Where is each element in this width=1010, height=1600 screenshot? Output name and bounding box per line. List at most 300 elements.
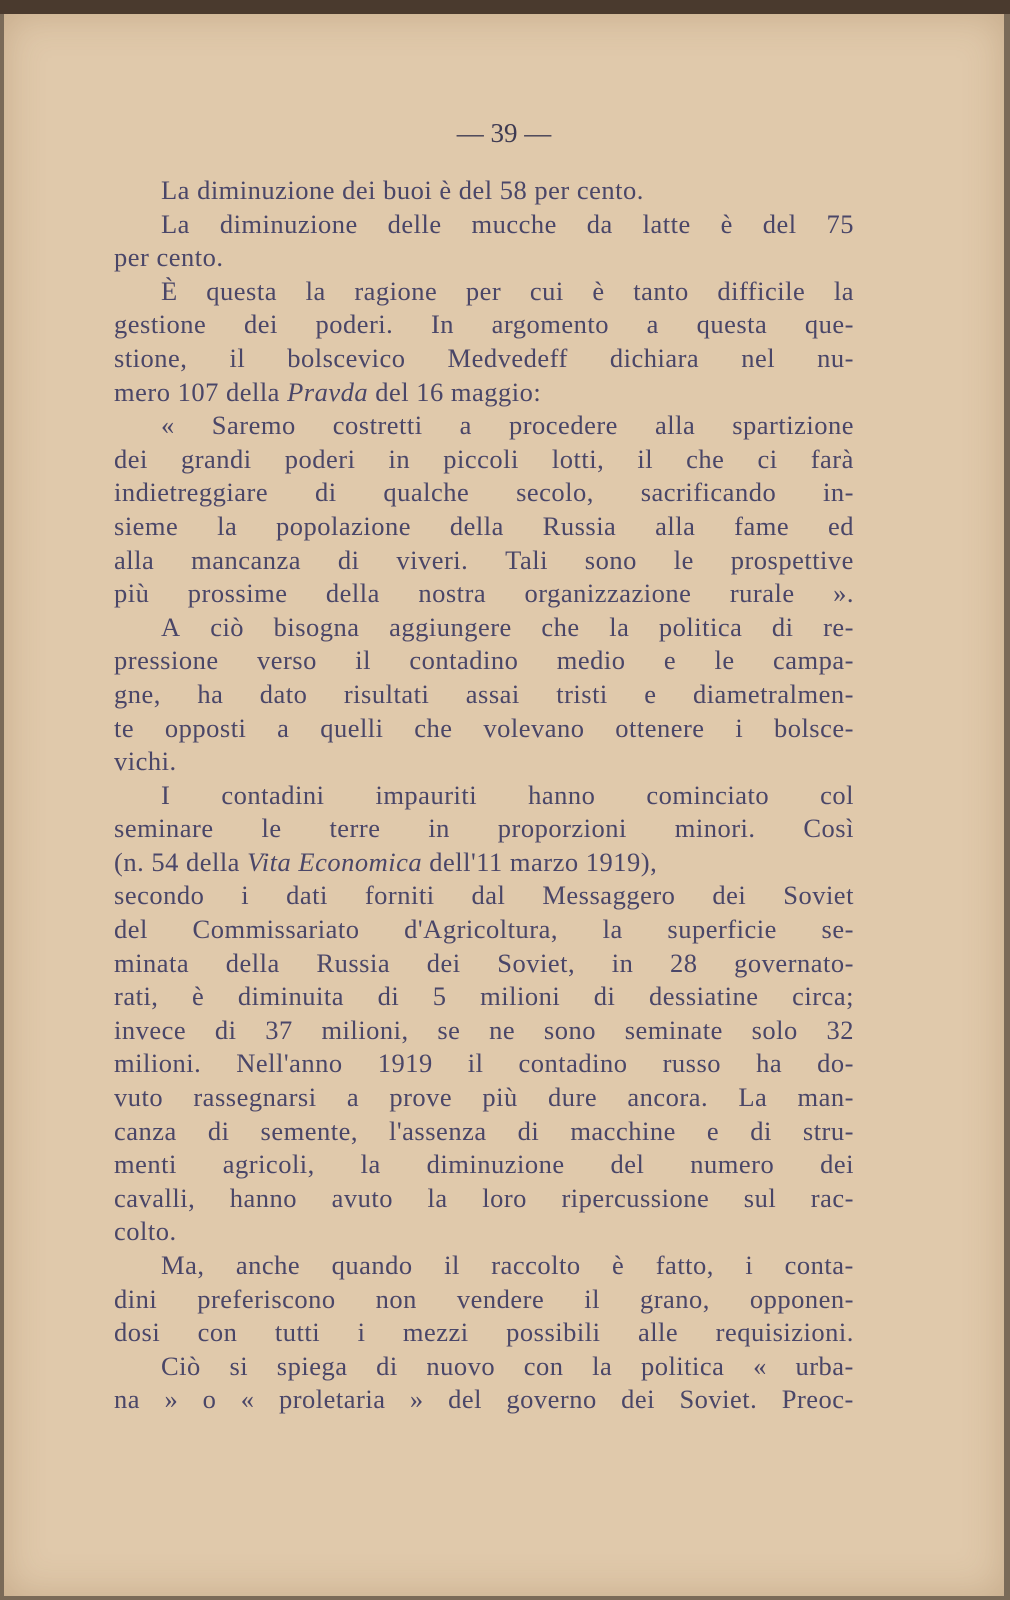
word: loro	[482, 1182, 527, 1213]
word: dei	[114, 443, 148, 474]
word: governato-	[734, 947, 854, 978]
word: bolscevico	[287, 342, 406, 373]
word: seminate	[624, 1014, 723, 1045]
word: terre	[329, 813, 381, 844]
word: dichiara	[609, 342, 700, 373]
word: ci	[757, 443, 778, 474]
word: stione,	[114, 342, 188, 373]
text-line	[114, 879, 854, 913]
word: do-	[817, 1048, 854, 1079]
word: del	[448, 1384, 482, 1415]
word: le	[714, 645, 735, 676]
text-line	[114, 1283, 854, 1317]
word: di	[207, 1115, 230, 1146]
word: tanto	[633, 275, 689, 306]
word: argomento	[491, 309, 610, 340]
word: dei	[621, 1384, 656, 1415]
word: ancora.	[627, 1082, 709, 1113]
word: ragione	[354, 275, 438, 306]
word: la	[217, 510, 238, 541]
word: l'assenza	[389, 1115, 487, 1146]
word: la	[427, 1182, 448, 1213]
word: diminuzione	[426, 1149, 565, 1180]
word: alle	[637, 1317, 679, 1348]
word: In	[430, 309, 455, 340]
word: macchine	[570, 1115, 676, 1146]
word: seminare	[114, 813, 214, 844]
word: popolazione	[276, 510, 412, 541]
word: proletaria	[278, 1384, 386, 1415]
word: rurale	[729, 578, 795, 609]
word: ne	[489, 1014, 516, 1045]
word: la	[602, 914, 623, 945]
word: in-	[823, 477, 854, 508]
word: a	[459, 410, 472, 441]
word: Nell'anno	[236, 1048, 343, 1079]
word: 5	[432, 981, 447, 1012]
word: avuto	[331, 1182, 393, 1213]
word: il	[584, 1283, 600, 1314]
italic-title: Vita Economica	[247, 846, 423, 877]
word: canza	[114, 1115, 177, 1146]
word: delle	[387, 208, 442, 239]
word: in	[428, 813, 450, 844]
word: gestione	[114, 309, 207, 340]
word: hanno	[528, 779, 596, 810]
text-line	[114, 409, 854, 443]
word: piccoli	[443, 443, 519, 474]
word: in	[388, 443, 411, 474]
book-page	[4, 14, 1004, 1596]
word: ed	[827, 510, 854, 541]
text-line	[114, 443, 854, 477]
word: Soviet.	[679, 1384, 758, 1415]
text-line	[114, 544, 854, 578]
word: volevano	[483, 712, 585, 743]
word: vendere	[456, 1283, 545, 1314]
word: tutti	[274, 1317, 321, 1348]
word: dure	[548, 1082, 598, 1113]
word: il	[637, 443, 654, 474]
word: bisogna	[273, 611, 360, 642]
word: governo	[506, 1384, 597, 1415]
word: «	[753, 1350, 767, 1381]
text-line	[114, 577, 854, 611]
word: mezzi	[402, 1317, 469, 1348]
text-line	[114, 779, 854, 813]
text-line	[114, 510, 854, 544]
word: poderi	[284, 443, 356, 474]
word: del	[610, 1149, 645, 1180]
word: secondo	[114, 880, 205, 911]
word: del	[114, 914, 148, 945]
word: sacrificando	[640, 477, 777, 508]
text-line	[114, 846, 854, 880]
text-line	[114, 1182, 854, 1216]
word: ha	[197, 678, 224, 709]
word: difficile	[717, 275, 806, 306]
word: agricoli,	[222, 1149, 315, 1180]
word: per	[465, 275, 502, 306]
word: politica	[640, 1350, 725, 1381]
word: Saremo	[211, 410, 296, 441]
word: A	[161, 611, 181, 642]
word: »	[409, 1384, 424, 1415]
word: non	[375, 1283, 417, 1314]
word: La	[161, 208, 190, 239]
word: sul	[743, 1182, 777, 1213]
text-line	[114, 712, 854, 746]
word: sieme	[114, 510, 179, 541]
text-line: La diminuzione dei buoi è del 58 per cento.	[161, 175, 644, 205]
text-line	[114, 376, 854, 410]
word: stru-	[802, 1115, 854, 1146]
text-line	[114, 1350, 854, 1384]
word: con	[197, 1317, 238, 1348]
word: la	[305, 275, 326, 306]
text-line	[114, 1316, 854, 1350]
word: Tali	[505, 544, 548, 575]
word: mucche	[471, 208, 557, 239]
word: di	[750, 1115, 772, 1146]
word: qualche	[383, 477, 470, 508]
word: »	[164, 1384, 179, 1415]
word: che	[541, 611, 580, 642]
word: politica	[658, 611, 743, 642]
word: contadino	[518, 1048, 628, 1079]
text-line	[114, 342, 854, 376]
word: quelli	[320, 712, 384, 743]
word: mancanza	[191, 544, 302, 575]
book-top-edge	[0, 0, 1010, 14]
word: minori.	[674, 813, 756, 844]
word: la	[360, 1149, 381, 1180]
word: superficie	[667, 914, 777, 945]
word: da	[586, 208, 613, 239]
word: vuto	[114, 1082, 164, 1113]
text-line	[114, 1115, 854, 1149]
text-segment: dell'11 marzo 1919),	[422, 846, 658, 877]
word: dei	[820, 1149, 854, 1180]
word: a	[346, 1082, 360, 1113]
word: d'Agricoltura,	[404, 914, 558, 945]
word: si	[229, 1350, 249, 1381]
word: preferiscono	[197, 1283, 336, 1314]
word: rati,	[114, 981, 159, 1012]
word: quando	[331, 1250, 413, 1280]
word: secolo,	[516, 477, 594, 508]
word: gne,	[114, 678, 161, 709]
word: la	[833, 275, 854, 306]
word: dei	[712, 880, 747, 911]
body-text	[114, 174, 854, 1417]
word: minata	[114, 947, 190, 978]
word: requisizioni.	[715, 1317, 854, 1348]
word: «	[161, 410, 175, 441]
italic-title: Pravda	[287, 376, 369, 407]
word: o	[202, 1384, 217, 1415]
word: che	[414, 712, 453, 743]
word: rac-	[810, 1182, 854, 1213]
word: più	[114, 578, 150, 609]
word: man-	[797, 1082, 854, 1113]
word: impauriti	[375, 779, 478, 810]
word: questa	[206, 275, 277, 306]
word: alla	[654, 410, 696, 441]
word: re-	[823, 611, 854, 642]
word: indietreggiare	[114, 477, 269, 508]
word: questa	[696, 309, 768, 340]
word: verso	[256, 645, 317, 676]
word: Preoc-	[781, 1384, 854, 1415]
word: procedere	[508, 410, 618, 441]
word: di	[593, 981, 616, 1012]
word: aggiungere	[389, 611, 512, 642]
word: il	[444, 1250, 460, 1280]
word: di	[377, 981, 400, 1012]
word: poderi.	[315, 309, 394, 340]
word: spiega	[276, 1350, 348, 1381]
word: i	[357, 1317, 366, 1348]
word: latte	[642, 208, 691, 239]
word: que-	[804, 309, 854, 340]
word: è	[720, 208, 733, 239]
word: Ciò	[161, 1350, 201, 1381]
word: viveri.	[396, 544, 469, 575]
word: di	[337, 544, 360, 575]
word: numero	[690, 1149, 775, 1180]
word: il	[229, 342, 246, 373]
word: diminuzione	[219, 208, 358, 239]
word: ».	[833, 578, 854, 609]
text-segment: del 16 maggio:	[368, 376, 542, 407]
word: grano,	[639, 1283, 710, 1314]
word: dato	[259, 678, 308, 709]
word: è	[612, 1250, 625, 1280]
word: assai	[465, 678, 520, 709]
word: na	[114, 1384, 141, 1415]
word: e	[663, 645, 677, 676]
text-line	[114, 1383, 854, 1417]
word: I	[161, 779, 171, 810]
word: della	[325, 578, 380, 609]
word: Commissariato	[192, 914, 360, 945]
word: «	[240, 1384, 255, 1415]
word: alla	[655, 510, 696, 541]
text-line	[114, 208, 854, 242]
text-line	[114, 1081, 854, 1115]
word: lotti,	[551, 443, 605, 474]
word: contadini	[221, 779, 325, 810]
text-line	[114, 644, 854, 678]
text-segment: (n. 54 della	[114, 846, 248, 877]
word: se	[437, 1014, 461, 1045]
word: farà	[810, 443, 854, 474]
text-line: vichi.	[114, 746, 177, 777]
text-segment: mero 107 della	[114, 376, 288, 407]
text-line	[114, 947, 854, 981]
word: sono	[584, 544, 637, 575]
word: di	[376, 1350, 398, 1381]
word: raccolto	[491, 1250, 581, 1280]
word: di	[517, 1115, 540, 1146]
word: Russia	[542, 510, 617, 541]
word: il	[355, 645, 371, 676]
word: se-	[821, 914, 854, 945]
word: menti	[114, 1149, 177, 1180]
word: dessiatine	[649, 981, 759, 1012]
word: dei	[426, 947, 461, 978]
word: 75	[826, 208, 854, 239]
word: medio	[556, 645, 626, 676]
word: Messaggero	[542, 880, 676, 911]
word: opposti	[164, 712, 247, 743]
text-line	[114, 1249, 854, 1283]
word: la	[609, 611, 630, 642]
word: te	[114, 712, 135, 743]
word: le	[261, 813, 282, 844]
word: 37	[265, 1014, 293, 1045]
word: Così	[803, 813, 854, 844]
word: sono	[543, 1014, 596, 1045]
word: prossime	[187, 578, 288, 609]
text-line	[114, 980, 854, 1014]
word: dal	[471, 880, 506, 911]
word: a	[646, 309, 659, 340]
word: dei	[243, 309, 278, 340]
word: Soviet	[783, 880, 854, 911]
word: del	[762, 208, 797, 239]
word: la	[592, 1350, 613, 1381]
word: cominciato	[646, 779, 770, 810]
word: costretti	[332, 410, 423, 441]
word: i	[735, 712, 744, 743]
word: possibili	[506, 1317, 601, 1348]
text-line	[114, 678, 854, 712]
word: di	[771, 611, 794, 642]
word: Medvedeff	[447, 342, 568, 373]
word: di	[314, 477, 337, 508]
word: anche	[235, 1250, 301, 1280]
word: dati	[286, 880, 328, 911]
text-line	[114, 476, 854, 510]
word: dini	[114, 1283, 158, 1314]
word: il	[467, 1048, 484, 1079]
word: dosi	[114, 1317, 161, 1348]
word: milioni	[480, 981, 561, 1012]
word: fame	[734, 510, 790, 541]
word: prospettive	[730, 544, 854, 575]
word: prove	[389, 1082, 453, 1113]
word: tristi	[556, 678, 608, 709]
text-line	[114, 275, 854, 309]
text-line	[114, 611, 854, 645]
word: e	[706, 1115, 720, 1146]
word: i	[241, 880, 250, 911]
text-line	[114, 913, 854, 947]
word: proporzioni	[497, 813, 627, 844]
word: È	[161, 275, 178, 306]
word: 28	[670, 947, 698, 978]
word: di	[214, 1014, 237, 1045]
word: in	[611, 947, 634, 978]
page-number: — 39 —	[456, 118, 552, 148]
word: è	[592, 275, 605, 306]
word: 32	[826, 1014, 854, 1045]
word: forniti	[364, 880, 435, 911]
word: invece	[114, 1014, 187, 1045]
word: Russia	[316, 947, 391, 978]
word: della	[225, 947, 280, 978]
word: opponen-	[749, 1283, 854, 1314]
word: nel	[741, 342, 776, 373]
word: che	[686, 443, 725, 474]
word: ha	[756, 1048, 783, 1079]
text-line	[114, 1014, 854, 1048]
word: nostra	[418, 578, 487, 609]
text-line: colto.	[114, 1216, 177, 1247]
word: i	[745, 1250, 754, 1280]
word: risultati	[343, 678, 430, 709]
word: ciò	[210, 611, 245, 642]
word: alla	[114, 544, 155, 575]
text-line	[114, 1148, 854, 1182]
word: col	[820, 779, 854, 810]
word: Ma,	[161, 1250, 205, 1280]
word: milioni.	[114, 1048, 202, 1079]
word: contadino	[409, 645, 519, 676]
word: nuovo	[426, 1350, 496, 1381]
word: urba-	[795, 1350, 854, 1381]
word: diminuita	[237, 981, 344, 1012]
word: a	[277, 712, 290, 743]
word: semente,	[260, 1115, 358, 1146]
word: solo	[751, 1014, 798, 1045]
word: russo	[662, 1048, 722, 1079]
word: e	[644, 678, 657, 709]
word: spartizione	[732, 410, 854, 441]
word: milioni,	[321, 1014, 409, 1045]
word: circa;	[792, 981, 854, 1012]
word: della	[449, 510, 504, 541]
word: campa-	[773, 645, 854, 676]
text-line	[114, 812, 854, 846]
word: nu-	[817, 342, 854, 373]
word: cui	[529, 275, 564, 306]
word: pressione	[114, 645, 219, 676]
text-line	[114, 308, 854, 342]
word: diametralmen-	[692, 678, 854, 709]
word: rassegnarsi	[193, 1082, 317, 1113]
text-line	[114, 1047, 854, 1081]
word: Soviet,	[497, 947, 576, 978]
word: più	[482, 1082, 518, 1113]
word: conta-	[784, 1250, 854, 1280]
word: ripercussione	[561, 1182, 710, 1213]
word: fatto,	[655, 1250, 714, 1280]
word: hanno	[229, 1182, 298, 1213]
word: bolsce-	[773, 712, 854, 743]
word: grandi	[180, 443, 252, 474]
word: è	[192, 981, 205, 1012]
word: La	[738, 1082, 768, 1113]
word: le	[673, 544, 694, 575]
word: ottenere	[615, 712, 705, 743]
word: con	[523, 1350, 564, 1381]
word: organizzazione	[524, 578, 692, 609]
text-line: per cento.	[114, 242, 224, 273]
word: 1919	[377, 1048, 433, 1079]
